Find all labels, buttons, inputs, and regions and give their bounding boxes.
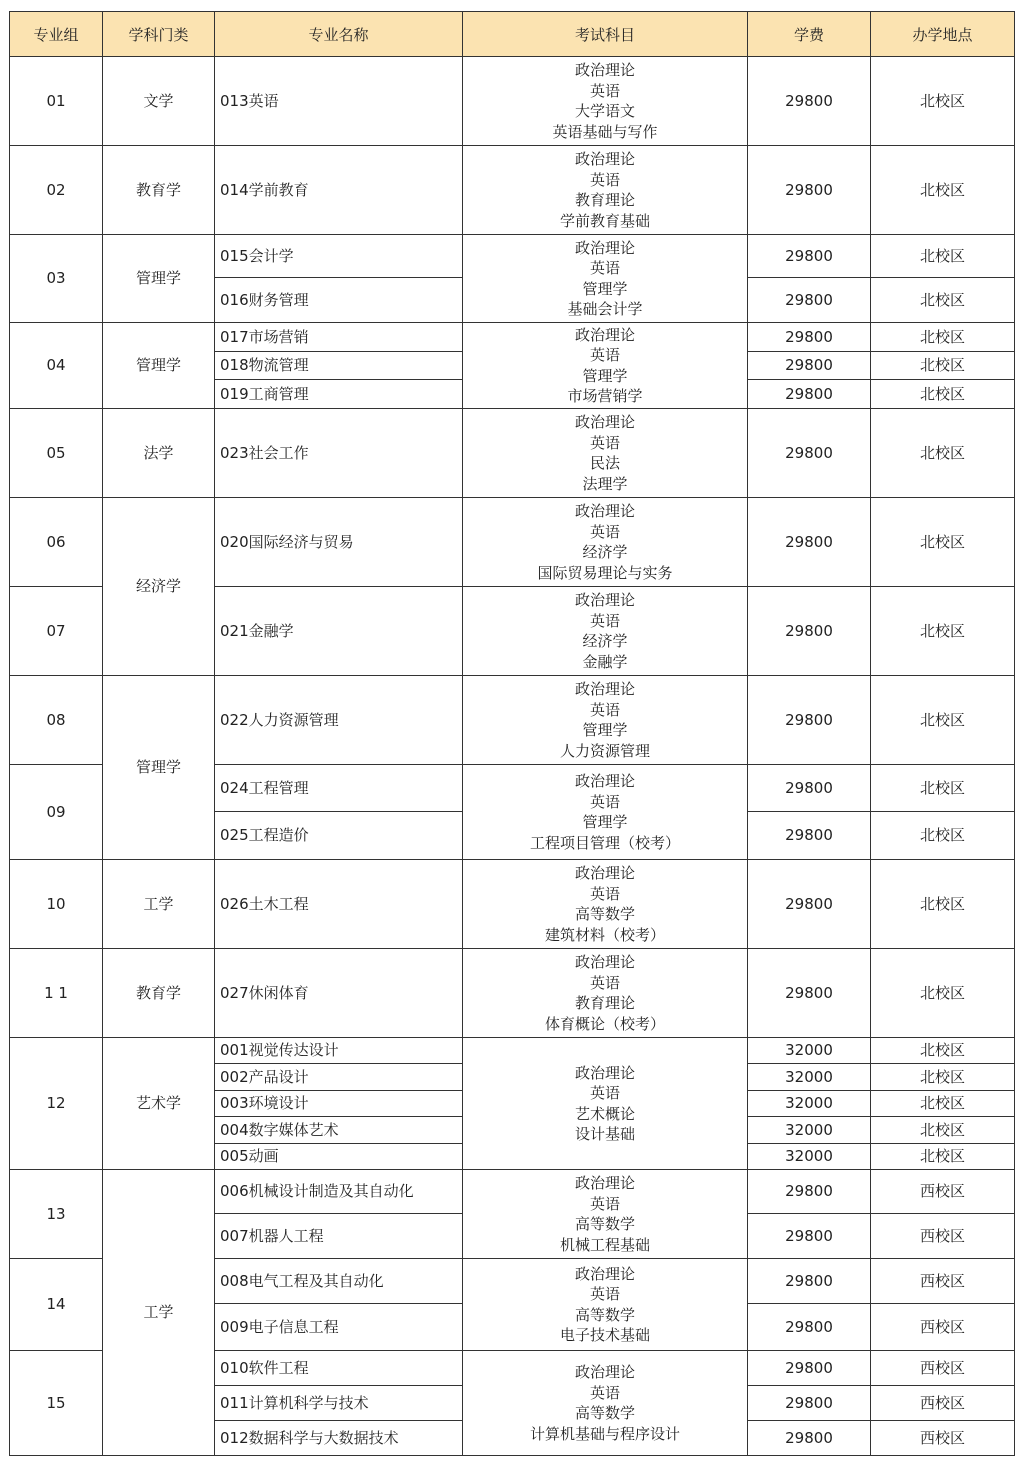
campus-cell: 北校区	[871, 860, 1015, 949]
subjects-cell	[463, 1170, 748, 1259]
subject-line: 经济学	[582, 632, 628, 650]
subject-line: 英语	[589, 259, 620, 277]
group-cell: 14	[10, 1259, 103, 1351]
campus-cell: 北校区	[871, 352, 1015, 380]
header-campus: 办学地点	[871, 12, 1015, 57]
subject-line: 英语	[589, 522, 620, 541]
fee-cell: 29800	[748, 1386, 871, 1421]
group-cell: 08	[10, 676, 103, 765]
subject-line: 政治理论	[574, 502, 635, 520]
group-cell: 07	[10, 587, 103, 676]
major-cell: 011计算机科学与技术	[215, 1386, 463, 1421]
subjects-cell	[463, 57, 748, 146]
header-group: 专业组	[10, 12, 103, 57]
group-cell: 01	[10, 57, 103, 146]
discipline-cell: 教育学	[103, 146, 215, 235]
fee-cell: 29800	[748, 57, 871, 146]
subject-line: 政治理论	[574, 325, 635, 344]
subject-line: 艺术概论	[574, 1104, 635, 1123]
campus-cell: 北校区	[871, 812, 1015, 860]
subject-line: 政治理论	[574, 61, 635, 79]
major-cell: 025工程造价	[215, 812, 463, 860]
subject-line: 政治理论	[574, 680, 635, 698]
table-row	[10, 676, 1015, 765]
subject-line: 英语	[589, 792, 620, 811]
campus-cell: 北校区	[871, 765, 1015, 812]
fee-cell: 29800	[748, 860, 871, 949]
major-cell: 001视觉传达设计	[215, 1038, 463, 1064]
fee-cell: 32000	[748, 1091, 871, 1117]
major-cell: 016财务管理	[215, 278, 463, 323]
fee-cell: 29800	[748, 812, 871, 860]
subject-line: 英语基础与写作	[552, 122, 658, 141]
campus-cell: 北校区	[871, 587, 1015, 676]
subject-line: 管理学	[582, 813, 628, 831]
campus-cell: 北校区	[871, 498, 1015, 587]
fee-cell: 29800	[748, 498, 871, 587]
discipline-cell: 管理学	[103, 323, 215, 409]
table-row	[10, 146, 1015, 235]
subjects-cell	[463, 765, 748, 860]
header-subjects: 考试科目	[463, 12, 748, 57]
major-cell: 027休闲体育	[215, 949, 463, 1038]
group-cell: 02	[10, 146, 103, 235]
subject-line: 政治理论	[574, 953, 635, 971]
subject-line: 经济学	[582, 543, 628, 561]
major-cell: 008电气工程及其自动化	[215, 1259, 463, 1304]
campus-cell: 北校区	[871, 1117, 1015, 1144]
major-cell: 018物流管理	[215, 352, 463, 380]
fee-cell: 29800	[748, 380, 871, 409]
table-row	[10, 323, 1015, 352]
campus-cell: 北校区	[871, 409, 1015, 498]
fee-cell: 29800	[748, 765, 871, 812]
subject-line: 政治理论	[574, 1363, 635, 1381]
subject-line: 政治理论	[574, 413, 635, 431]
campus-cell: 西校区	[871, 1214, 1015, 1259]
subject-line: 法理学	[582, 474, 628, 493]
subject-line: 英语	[589, 81, 620, 100]
subject-line: 英语	[589, 1194, 620, 1213]
subject-line: 英语	[589, 884, 620, 903]
campus-cell: 西校区	[871, 1304, 1015, 1351]
subject-line: 英语	[589, 1285, 620, 1303]
campus-cell: 北校区	[871, 1091, 1015, 1117]
discipline-cell: 艺术学	[103, 1038, 215, 1170]
subjects-cell	[463, 146, 748, 235]
subjects-cell	[463, 235, 748, 323]
fee-cell: 29800	[748, 278, 871, 323]
group-cell: 06	[10, 498, 103, 587]
header-major: 专业名称	[215, 12, 463, 57]
subject-line: 高等数学	[574, 1215, 635, 1233]
fee-cell: 32000	[748, 1064, 871, 1091]
subjects-cell	[463, 860, 748, 949]
major-cell: 020国际经济与贸易	[215, 498, 463, 587]
major-cell: 012数据科学与大数据技术	[215, 1421, 463, 1456]
subject-line: 英语	[589, 973, 620, 992]
subjects-cell	[463, 409, 748, 498]
fee-cell: 29800	[748, 587, 871, 676]
fee-cell: 32000	[748, 1144, 871, 1170]
subject-line: 国际贸易理论与实务	[537, 563, 673, 582]
discipline-cell: 文学	[103, 57, 215, 146]
subjects-cell	[463, 323, 748, 409]
subject-line: 英语	[589, 700, 620, 719]
campus-cell: 北校区	[871, 235, 1015, 278]
fee-cell: 29800	[748, 676, 871, 765]
fee-cell: 29800	[748, 352, 871, 380]
major-cell: 015会计学	[215, 235, 463, 278]
subject-line: 民法	[589, 454, 620, 472]
group-cell: 1 1	[10, 949, 103, 1038]
group-cell: 04	[10, 323, 103, 409]
fee-cell: 29800	[748, 146, 871, 235]
fee-cell: 29800	[748, 235, 871, 278]
subject-line: 英语	[589, 346, 620, 364]
subject-line: 教育理论	[574, 191, 635, 209]
major-cell: 010软件工程	[215, 1351, 463, 1386]
subject-line: 管理学	[582, 721, 628, 739]
subject-line: 学前教育基础	[559, 211, 650, 230]
discipline-cell: 管理学	[103, 235, 215, 323]
subject-line: 体育概论（校考）	[544, 1014, 665, 1033]
major-cell: 023社会工作	[215, 409, 463, 498]
subject-line: 高等数学	[574, 1305, 635, 1324]
fee-cell: 29800	[748, 949, 871, 1038]
subject-line: 管理学	[582, 279, 628, 298]
major-cell: 014学前教育	[215, 146, 463, 235]
major-cell: 021金融学	[215, 587, 463, 676]
fee-cell: 32000	[748, 1117, 871, 1144]
subject-line: 高等数学	[574, 905, 635, 923]
major-cell: 002产品设计	[215, 1064, 463, 1091]
group-cell: 13	[10, 1170, 103, 1259]
group-cell: 09	[10, 765, 103, 860]
campus-cell: 北校区	[871, 1038, 1015, 1064]
campus-cell: 北校区	[871, 1064, 1015, 1091]
enrollment-table	[9, 11, 1015, 1456]
table-row	[10, 498, 1015, 587]
campus-cell: 北校区	[871, 146, 1015, 235]
subjects-cell	[463, 498, 748, 587]
campus-cell: 北校区	[871, 57, 1015, 146]
major-cell: 009电子信息工程	[215, 1304, 463, 1351]
campus-cell: 北校区	[871, 278, 1015, 323]
campus-cell: 西校区	[871, 1170, 1015, 1214]
table-row	[10, 235, 1015, 278]
subject-line: 管理学	[582, 366, 628, 385]
subject-line: 工程项目管理（校考）	[529, 833, 680, 852]
subject-line: 政治理论	[574, 238, 635, 257]
subject-line: 政治理论	[574, 1264, 635, 1283]
subject-line: 政治理论	[574, 864, 635, 882]
fee-cell: 29800	[748, 409, 871, 498]
fee-cell: 29800	[748, 1351, 871, 1386]
campus-cell: 北校区	[871, 676, 1015, 765]
campus-cell: 西校区	[871, 1259, 1015, 1304]
subject-line: 政治理论	[574, 1063, 635, 1082]
campus-cell: 北校区	[871, 323, 1015, 352]
discipline-cell: 管理学	[103, 676, 215, 860]
header-row	[10, 12, 1015, 57]
subject-line: 市场营销学	[567, 387, 643, 405]
discipline-cell: 经济学	[103, 498, 215, 676]
discipline-cell: 教育学	[103, 949, 215, 1038]
subject-line: 大学语文	[574, 102, 635, 120]
table-row	[10, 409, 1015, 498]
discipline-cell: 工学	[103, 1170, 215, 1456]
subject-line: 英语	[589, 170, 620, 189]
table-body	[10, 57, 1015, 1456]
subject-line: 金融学	[582, 652, 628, 671]
campus-cell: 西校区	[871, 1421, 1015, 1456]
fee-cell: 29800	[748, 323, 871, 352]
subject-line: 英语	[589, 1383, 620, 1402]
subjects-cell	[463, 1351, 748, 1456]
subject-line: 电子技术基础	[559, 1326, 650, 1344]
fee-cell: 32000	[748, 1038, 871, 1064]
subject-line: 英语	[589, 433, 620, 452]
group-cell: 12	[10, 1038, 103, 1170]
subject-line: 政治理论	[574, 150, 635, 168]
group-cell: 10	[10, 860, 103, 949]
header-discipline: 学科门类	[103, 12, 215, 57]
subject-line: 政治理论	[574, 591, 635, 609]
major-cell: 022人力资源管理	[215, 676, 463, 765]
subject-line: 高等数学	[574, 1404, 635, 1422]
major-cell: 024工程管理	[215, 765, 463, 812]
subjects-cell	[463, 587, 748, 676]
major-cell: 007机器人工程	[215, 1214, 463, 1259]
subject-line: 教育理论	[574, 994, 635, 1012]
subject-line: 政治理论	[574, 772, 635, 790]
major-cell: 006机械设计制造及其自动化	[215, 1170, 463, 1214]
header-fee: 学费	[748, 12, 871, 57]
subject-line: 机械工程基础	[559, 1235, 650, 1254]
discipline-cell: 法学	[103, 409, 215, 498]
subject-line: 人力资源管理	[559, 741, 650, 760]
campus-cell: 西校区	[871, 1386, 1015, 1421]
group-cell: 05	[10, 409, 103, 498]
subject-line: 基础会计学	[567, 300, 643, 318]
group-cell: 15	[10, 1351, 103, 1456]
major-cell: 019工商管理	[215, 380, 463, 409]
subjects-cell	[463, 1259, 748, 1351]
major-cell: 004数字媒体艺术	[215, 1117, 463, 1144]
subject-line: 英语	[589, 1084, 620, 1102]
fee-cell: 29800	[748, 1170, 871, 1214]
fee-cell: 29800	[748, 1214, 871, 1259]
fee-cell: 29800	[748, 1304, 871, 1351]
group-cell: 03	[10, 235, 103, 323]
major-cell: 026土木工程	[215, 860, 463, 949]
table-row	[10, 1170, 1015, 1214]
fee-cell: 29800	[748, 1421, 871, 1456]
major-cell: 005动画	[215, 1144, 463, 1170]
campus-cell: 北校区	[871, 380, 1015, 409]
subject-line: 设计基础	[574, 1125, 635, 1143]
major-cell: 017市场营销	[215, 323, 463, 352]
fee-cell: 29800	[748, 1259, 871, 1304]
campus-cell: 西校区	[871, 1351, 1015, 1386]
subjects-cell	[463, 1038, 748, 1170]
subject-line: 政治理论	[574, 1174, 635, 1192]
table-row	[10, 949, 1015, 1038]
subject-line: 英语	[589, 611, 620, 630]
table-row	[10, 1038, 1015, 1064]
major-cell: 013英语	[215, 57, 463, 146]
campus-cell: 北校区	[871, 1144, 1015, 1170]
campus-cell: 北校区	[871, 949, 1015, 1038]
major-cell: 003环境设计	[215, 1091, 463, 1117]
table-row	[10, 57, 1015, 146]
subject-line: 建筑材料（校考）	[544, 925, 665, 944]
discipline-cell: 工学	[103, 860, 215, 949]
subject-line: 计算机基础与程序设计	[529, 1424, 680, 1443]
table-row	[10, 860, 1015, 949]
subjects-cell	[463, 949, 748, 1038]
subjects-cell	[463, 676, 748, 765]
